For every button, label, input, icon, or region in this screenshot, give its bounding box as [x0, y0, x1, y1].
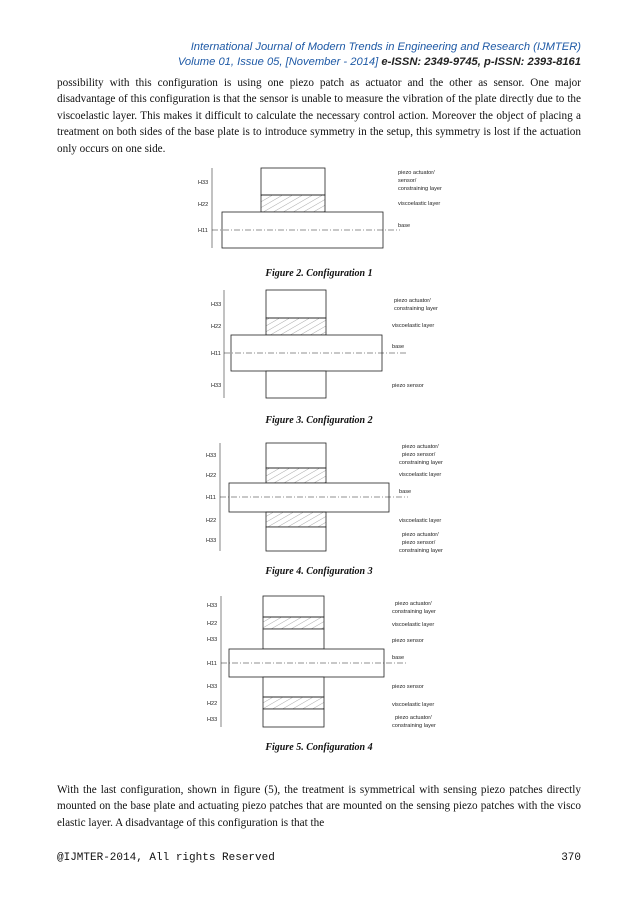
fig5-label-piezo-actuator-bottom: piezo actuator/ — [395, 715, 432, 721]
fig5-label-base: base — [392, 655, 405, 661]
fig5-top-viscoelastic-layer — [263, 617, 324, 629]
fig5-dim-h22-2: H22 — [207, 701, 218, 707]
fig5-label-viscoelastic-top: viscoelastic layer — [392, 622, 435, 628]
fig4-dim-h22-top: H22 — [206, 473, 217, 479]
fig5-dim-h22-1: H22 — [207, 621, 218, 627]
journal-issn: e-ISSN: 2349-9745, p-ISSN: 2393-8161 — [381, 56, 581, 68]
fig2-label-sensor: sensor/ — [398, 178, 417, 184]
figure-2-diagram — [198, 168, 442, 248]
fig4-bottom-viscoelastic-layer — [266, 512, 326, 527]
fig3-viscoelastic-layer — [266, 318, 326, 335]
fig2-dim-h11: H11 — [198, 228, 208, 234]
fig3-label-constraining: constraining layer — [394, 306, 438, 312]
fig3-dim-h11: H11 — [211, 351, 221, 357]
fig5-label-piezo-actuator-top: piezo actuator/ — [395, 601, 432, 607]
fig4-label-piezo-actuator-bottom: piezo actuator/ — [402, 532, 439, 538]
body-paragraph-1: possibility with this configuration is using one piezo patch as actuator and the other as sensor. One major disadvantage of this configuration is that the sensor is unable to measure the vibration of the plate directly due to the viscoelastic layer. This makes it difficult to calculate the necessary control action. Moreover the object of placing a treatment on both sides of the base plate is to introduce symmetry in the setup, this symmetry is lost if the actuation only occurs on one side. — [57, 77, 581, 155]
figure-5-diagram — [207, 596, 436, 729]
fig4-label-piezo-sensor-bottom: piezo sensor/ — [402, 540, 436, 546]
fig3-label-piezo-actuator: piezo actuator/ — [394, 298, 431, 304]
fig3-dim-h22: H22 — [211, 324, 222, 330]
fig3-label-base: base — [392, 344, 405, 350]
figure-3-diagram — [211, 290, 438, 398]
fig3-label-viscoelastic: viscoelastic layer — [392, 323, 435, 329]
page-footer — [57, 852, 581, 864]
fig5-label-constraining-bottom: constraining layer — [392, 723, 436, 729]
fig2-viscoelastic-layer — [261, 195, 325, 212]
fig5-label-piezo-sensor-top: piezo sensor — [392, 638, 424, 644]
page-number: 370 — [561, 852, 581, 864]
fig4-base-plate — [229, 483, 389, 512]
fig4-bottom-piezo-layer — [266, 527, 326, 551]
fig2-piezo-layer — [261, 168, 325, 195]
fig5-label-piezo-sensor-bottom: piezo sensor — [392, 684, 424, 690]
figure-2-caption: Figure 2. Configuration 1 — [265, 268, 373, 279]
journal-title: International Journal of Modern Trends in Engineering and Research (IJMTER) — [190, 41, 581, 53]
figure-5-caption: Figure 5. Configuration 4 — [265, 742, 373, 753]
fig4-label-viscoelastic-bottom: viscoelastic layer — [399, 518, 442, 524]
fig4-label-constraining-bottom: constraining layer — [399, 548, 443, 554]
fig5-dim-h33-4: H33 — [207, 717, 218, 723]
fig4-label-piezo-actuator-top: piezo actuator/ — [402, 444, 439, 450]
fig2-label-constraining: constraining layer — [398, 186, 442, 192]
fig3-piezo-actuator-layer — [266, 290, 326, 318]
fig4-dim-h33-bottom: H33 — [206, 538, 217, 544]
figure-4-diagram — [206, 443, 443, 554]
fig2-dim-h33: H33 — [198, 180, 209, 186]
fig3-dim-h33-bottom: H33 — [211, 383, 222, 389]
fig4-top-viscoelastic-layer — [266, 468, 326, 483]
fig5-dim-h11: H11 — [207, 661, 217, 667]
fig4-top-piezo-layer — [266, 443, 326, 468]
fig4-dim-h22-bottom: H22 — [206, 518, 217, 524]
fig5-bottom-actuator-layer — [263, 709, 324, 727]
figure-3-caption: Figure 3. Configuration 2 — [265, 415, 373, 426]
footer-copyright: @IJMTER-2014, All rights Reserved — [57, 852, 275, 864]
fig4-label-piezo-sensor-top: piezo sensor/ — [402, 452, 436, 458]
fig2-label-piezo-actuator: piezo actuator/ — [398, 170, 435, 176]
fig2-label-base: base — [398, 223, 411, 229]
fig5-bottom-sensor-layer — [263, 677, 324, 697]
fig2-label-viscoelastic: viscoelastic layer — [398, 201, 441, 207]
fig5-label-constraining-top: constraining layer — [392, 609, 436, 615]
fig3-label-piezo-sensor: piezo sensor — [392, 383, 424, 389]
fig3-dim-h33-top: H33 — [211, 302, 222, 308]
fig4-label-constraining-top: constraining layer — [399, 460, 443, 466]
fig5-dim-h33-1: H33 — [207, 603, 218, 609]
journal-issue: Volume 01, Issue 05, [November - 2014] — [177, 56, 379, 68]
fig4-label-viscoelastic-top: viscoelastic layer — [399, 472, 442, 478]
figure-4-caption: Figure 4. Configuration 3 — [265, 566, 373, 577]
fig5-top-sensor-layer — [263, 629, 324, 649]
fig4-dim-h33-top: H33 — [206, 453, 217, 459]
fig3-piezo-sensor-layer — [266, 371, 326, 398]
fig5-top-actuator-layer — [263, 596, 324, 617]
fig2-dim-h22: H22 — [198, 202, 209, 208]
fig5-dim-h33-3: H33 — [207, 684, 218, 690]
fig5-bottom-viscoelastic-layer — [263, 697, 324, 709]
fig5-label-viscoelastic-bottom: viscoelastic layer — [392, 702, 435, 708]
fig4-label-base: base — [399, 489, 412, 495]
body-paragraph-2: With the last configuration, shown in figure (5), the treatment is symmetrical with sensing piezo patches directly mounted on the base plate and actuating piezo patches that are mounted on the sensing piezo patches with the visco elastic layer. A disadvantage of this configuration is that the — [57, 784, 581, 829]
fig4-dim-h11: H11 — [206, 495, 216, 501]
fig5-dim-h33-2: H33 — [207, 637, 218, 643]
